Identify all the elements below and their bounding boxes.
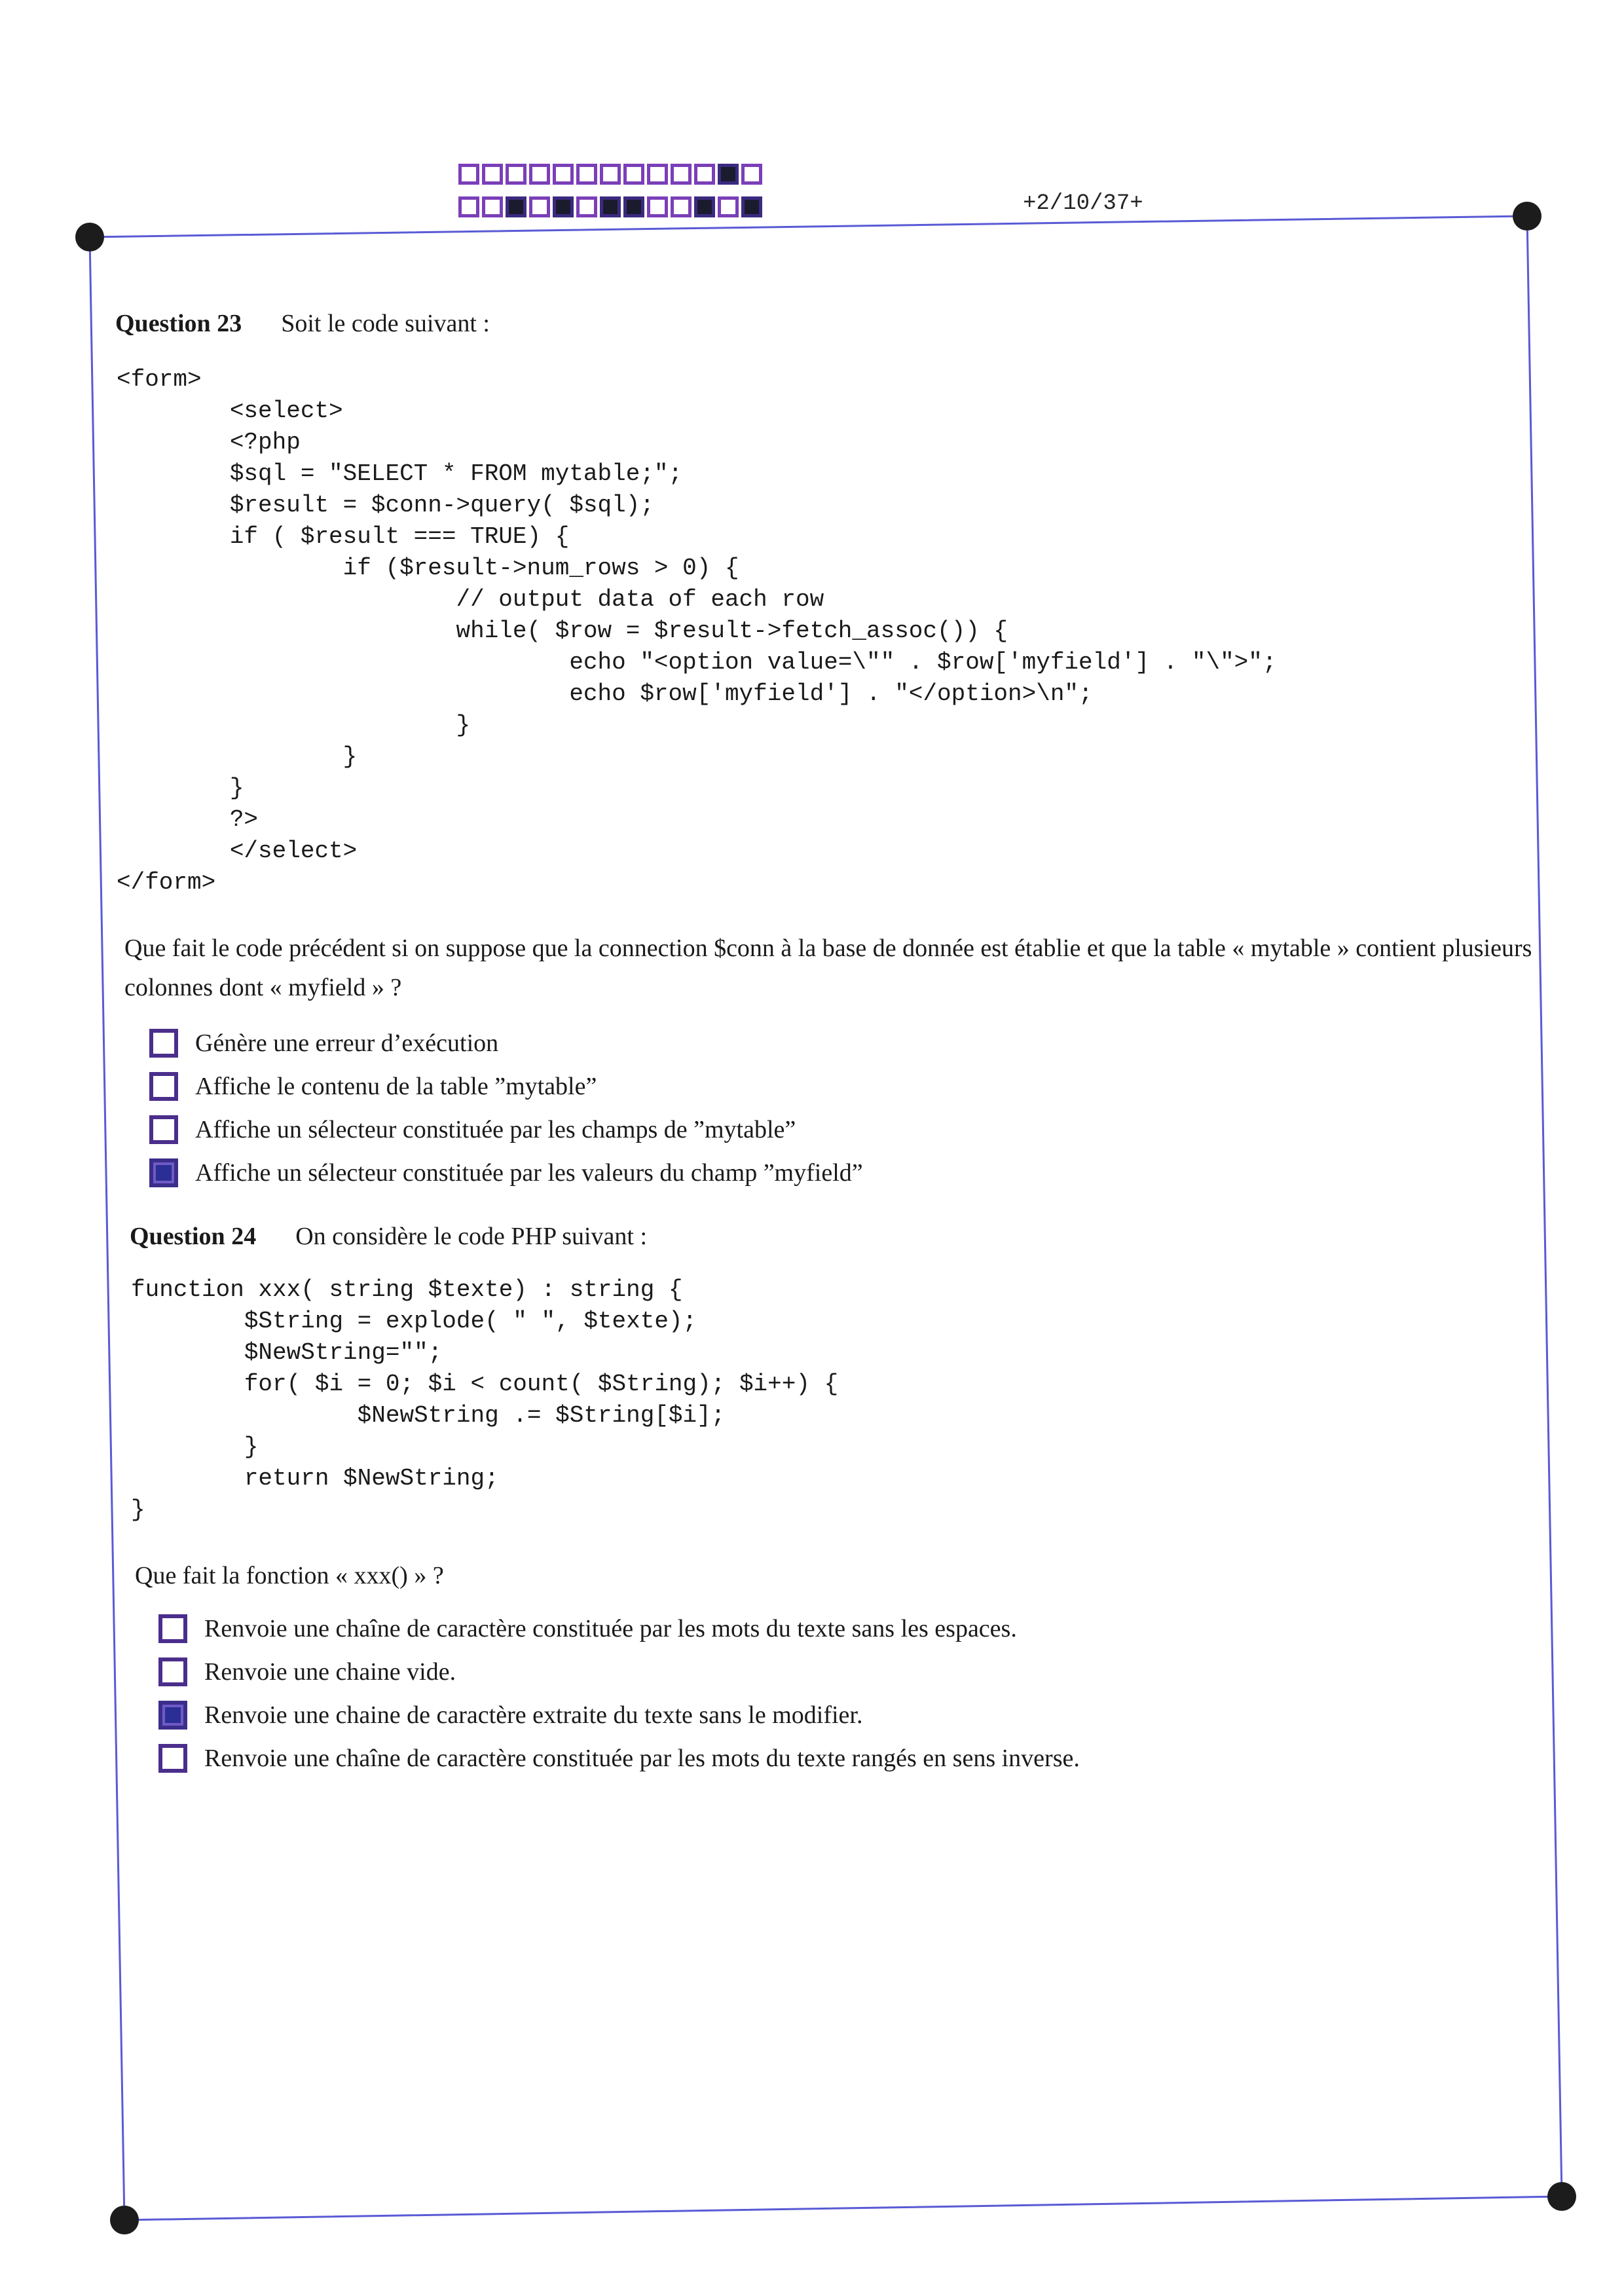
question-number: Question 24 [130,1223,257,1250]
answer-option [149,1108,863,1151]
code-bar-cell [600,164,621,185]
code-bar-cell [741,196,762,217]
code-bar-cell [694,196,715,217]
answer-label: Affiche un sélecteur constituée par les champs de ”mytable” [195,1116,796,1143]
student-id-code-bar-top [458,164,765,185]
answer-option [158,1650,1080,1694]
code-bar-cell [458,196,479,217]
code-bar-cell [623,164,644,185]
code-bar-cell [718,164,739,185]
answer-option [158,1694,1080,1737]
question-24-answers [158,1607,1080,1780]
question-number: Question 23 [115,310,242,337]
code-bar-cell [482,164,503,185]
answer-label: Affiche le contenu de la table ”mytable” [195,1073,597,1100]
question-24-title [130,1222,647,1251]
answer-checkbox[interactable] [158,1701,187,1730]
answer-option [149,1151,863,1194]
question-24-text: Que fait la fonction « xxx() » ? [135,1562,444,1589]
question-23-code: <form> <select> <?php $sql = "SELECT * FROM mytable;"; $result = $conn->query( $sql); if ( $result === TRUE) { if ($result->num_rows > 0) { // output data of each row while( $row = $result->fetch_assoc()) { echo "<option value=\"" . $row['myfield'] . "\">"; echo $row['myfield'] . "</option>\n"; } } } ?> </select> </form> [117,366,1277,896]
answer-option [149,1022,863,1065]
code-bar-cell [718,196,739,217]
answer-label: Renvoie une chaine vide. [204,1658,456,1686]
question-23-text: Que fait le code précédent si on suppose que la connection $conn à la base de donnée est établie et que la table « mytable » contient plusieurs colonnes dont « myfield » ? [124,935,1532,1001]
answer-checkbox[interactable] [149,1029,178,1058]
student-id-code-bar-bottom [458,196,765,217]
code-bar-cell [506,164,526,185]
code-bar-cell [553,196,574,217]
answer-checkbox[interactable] [149,1158,178,1187]
code-bar-cell [647,164,668,185]
registration-mark-top-left [75,223,104,251]
code-bar-cell [458,164,479,185]
answer-label: Génère une erreur d’exécution [195,1029,499,1057]
question-23-title [115,309,490,338]
code-bar-cell [506,196,526,217]
answer-label: Renvoie une chaine de caractère extraite du texte sans le modifier. [204,1701,863,1729]
code-bar-cell [671,196,692,217]
code-bar-cell [482,196,503,217]
code-bar-cell [741,164,762,185]
answer-option [158,1607,1080,1650]
code-bar-cell [553,164,574,185]
question-23-answers [149,1022,863,1194]
answer-option [158,1737,1080,1780]
answer-checkbox[interactable] [158,1657,187,1686]
answer-checkbox[interactable] [149,1115,178,1144]
question-24-code: function xxx( string $texte) : string { $String = explode( " ", $texte); $NewString=""; for( $i = 0; $i < count( $String); $i++) { $NewString .= $String[$i]; } return $NewString; } [131,1276,839,1523]
page-code: +2/10/37+ [1023,191,1143,216]
answer-checkbox[interactable] [158,1744,187,1773]
answer-label: Affiche un sélecteur constituée par les valeurs du champ ”myfield” [195,1159,863,1187]
registration-mark-top-right [1513,202,1541,231]
question-prompt: On considère le code PHP suivant : [295,1223,648,1250]
registration-mark-bottom-left [110,2206,139,2234]
answer-label: Renvoie une chaîne de caractère constituée par les mots du texte sans les espaces. [204,1615,1017,1642]
code-bar-cell [694,164,715,185]
code-bar-cell [623,196,644,217]
answer-label: Renvoie une chaîne de caractère constituée par les mots du texte rangés en sens inverse. [204,1745,1080,1772]
code-bar-cell [576,196,597,217]
code-bar-cell [529,164,550,185]
answer-checkbox[interactable] [158,1614,187,1643]
code-bar-cell [576,164,597,185]
answer-option [149,1065,863,1108]
code-bar-cell [647,196,668,217]
code-bar-cell [529,196,550,217]
question-prompt: Soit le code suivant : [281,310,490,337]
code-bar-cell [600,196,621,217]
registration-mark-bottom-right [1547,2182,1576,2211]
code-bar-cell [671,164,692,185]
answer-checkbox[interactable] [149,1072,178,1101]
